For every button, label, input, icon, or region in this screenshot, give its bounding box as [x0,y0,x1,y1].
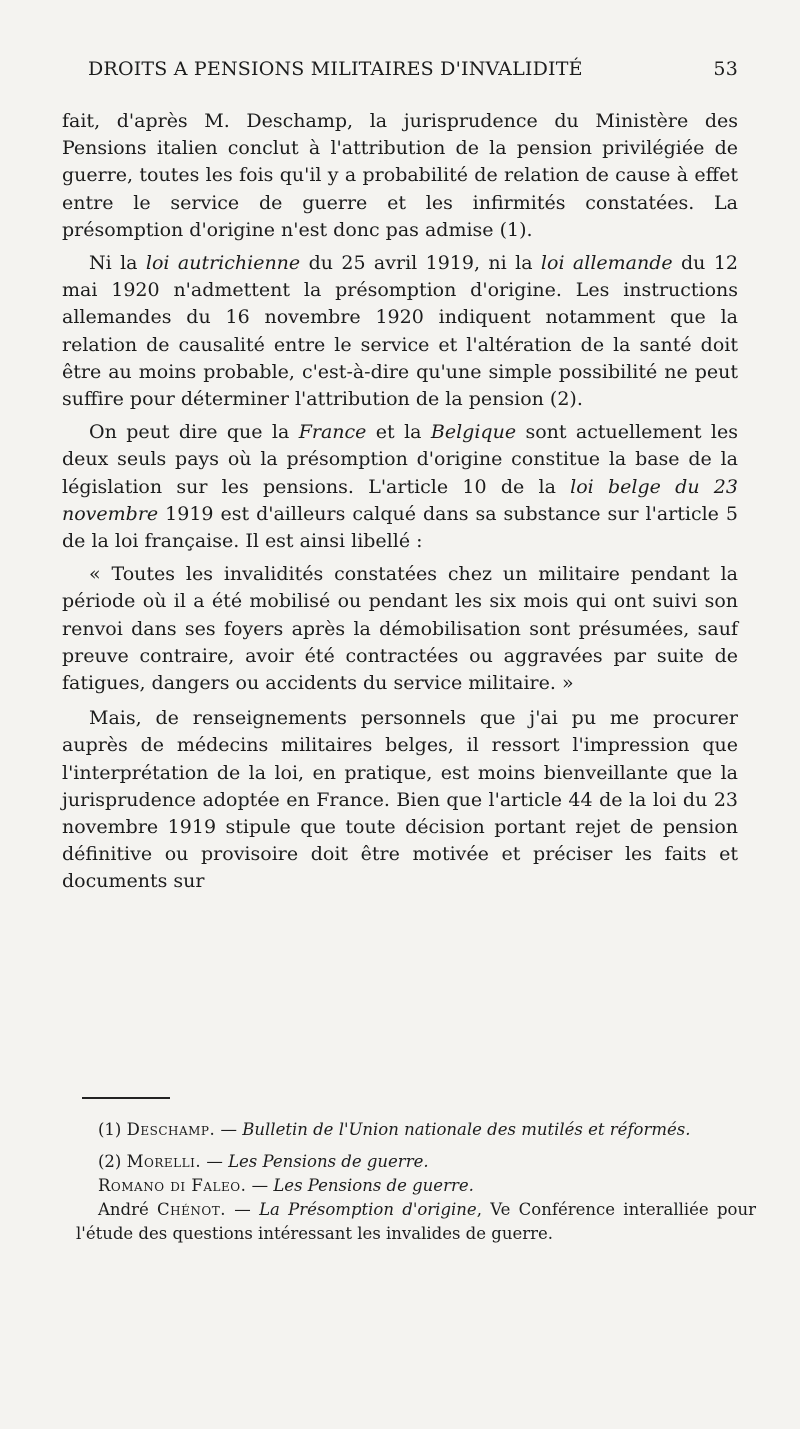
paragraph-france-belgium: On peut dire que la France et la Belgique sont actuellement les deux seuls pays où la présomption d'origine constitue la base de la législation sur les pensions. L'article 10 de la loi belge du 23 novembre 1919 est d'ailleurs calqué dans sa substance sur l'article 5 de la loi française. Il est ainsi libellé : [62,421,738,553]
footnote-1: (1) Deschamp. — Bulletin de l'Union nationale des mutilés et réformés. [98,1120,691,1139]
running-header [88,58,738,80]
italic-phrase: France [298,421,367,444]
paragraph-continuation: fait, d'après M. Deschamp, la jurisprudence du Ministère des Pensions italien conclut à l'attribution de la pension privilégiée de guerre, toutes les fois qu'il y a probabilité de relation de cause à effet entre le service de guerre et les infirmités constatées. La présomption d'origine n'est donc pas admise (1). [62,110,738,241]
paragraph-belgian-practice: Mais, de renseignements personnels que j'ai pu me procurer auprès de médecins militaires belges, il ressort l'impression que l'interprétation de la loi, en pratique, est moins bienveillante que la jurisprudence adoptée en France. Bien que l'article 44 de la loi du 23 novembre 1919 stipule que toute décision portant rejet de pension définitive ou provisoire doit être motivée et préciser les faits et documents sur [62,707,738,893]
quoted-article: « Toutes les invalidités constatées chez un militaire pendant la période où il a été mobilisé ou pendant les six mois qui ont suivi son renvoi dans ses foyers après la démobilisation sont présumées, sauf preuve contraire, avoir été contractées ou aggravées par suite de fatigues, dangers ou accidents du service militaire. » [62,563,738,695]
paragraph-austria-germany: Ni la loi autrichienne du 25 avril 1919, ni la loi allemande du 12 mai 1920 n'admettent la présomption d'origine. Les instructions allemandes du 16 novembre 1920 indiquent notamment que la relation de causalité entre le service et l'altération de la santé doit être au moins probable, c'est-à-dire qu'une simple possibilité ne peut suffire pour déterminer l'attribution de la pension (2). [62,252,738,411]
footnote-2-ref-3: André Chénot. — La Présomption d'origine, Ve Conférence interalliée pour l'étude des questions intéressant les invalides de guerre. [76,1200,756,1243]
footnote-rule [82,1097,170,1099]
italic-phrase: loi autrichienne [145,252,301,275]
page-number: 53 [713,58,738,80]
italic-phrase: loi belge du 23 novembre [62,475,738,525]
italic-phrase: Belgique [430,421,517,444]
main-text [62,108,738,902]
italic-phrase: loi allemande [540,252,673,275]
footnote-2: (2) Morelli. — Les Pensions de guerre. [98,1152,429,1171]
footnote-2-ref-2: Romano di Faleo. — Les Pensions de guerre. [98,1176,474,1195]
running-title: DROITS A PENSIONS MILITAIRES D'INVALIDITÉ [88,58,583,80]
footnotes [76,1118,756,1254]
